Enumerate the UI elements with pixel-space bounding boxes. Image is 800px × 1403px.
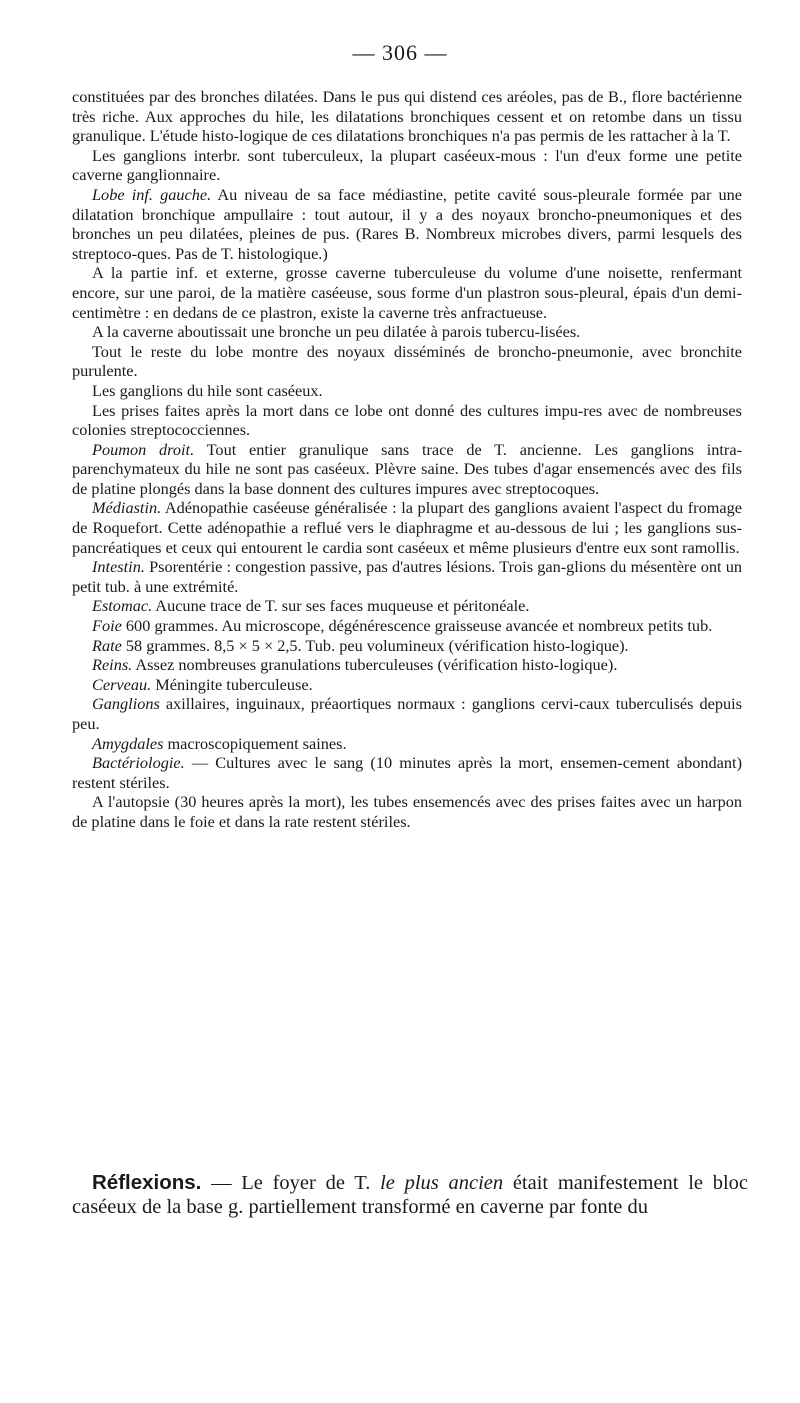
section-heading: Intestin.: [92, 557, 145, 577]
paragraph-text: A la partie inf. et externe, grosse caverne tuberculeuse du volume d'une noisette, renfermant encore, sur une paroi, de la matière caséeuse, sous forme d'un plastron sous-pleural, épais d'un demi-centimètre : en dedans de ce plastron, existe la caverne très anfractueuse.: [72, 263, 742, 322]
paragraph-text: Tout le reste du lobe montre des noyaux disséminés de broncho-pneumonie, avec bronchite purulente.: [72, 341, 742, 381]
paragraph-text: Psorentérie : congestion passive, pas d'autres lésions. Trois gan-glions du mésentère ont un petit tub. à une extrémité.: [72, 557, 742, 596]
paragraph: [72, 694, 742, 733]
section-heading: Estomac.: [92, 596, 153, 616]
paragraph-text: macroscopiquement saines.: [163, 733, 347, 753]
paragraph: [72, 596, 742, 616]
paragraph: [72, 498, 742, 557]
section-heading: Lobe inf. gauche.: [92, 184, 212, 204]
reflexions-text-after: était manifestement le bloc caséeux de la base g. partiellement transformé en caverne par fonte du: [72, 1172, 748, 1218]
section-heading: Poumon droit.: [92, 439, 195, 459]
paragraph: [72, 401, 742, 440]
page-number: — 306 —: [352, 40, 448, 65]
section-heading: Amygdales: [92, 733, 164, 753]
paragraph: [72, 185, 742, 263]
paragraph: [72, 636, 742, 656]
paragraph-text: Les prises faites après la mort dans ce lobe ont donné des cultures impu-res avec de nombreuses colonies streptococciennes.: [72, 400, 742, 440]
paragraph: [72, 792, 742, 831]
paragraph-text: constituées par des bronches dilatées. Dans le pus qui distend ces aréoles, pas de B., flore bactérienne très riche. Aux approches du hile, les dilatations bronchiques cessent et on retombe dans un tissu granulique. L'étude histo-logique de ces dilatations bronchiques n'a pas permis de les rattacher à la T.: [72, 87, 742, 146]
paragraph: [72, 263, 742, 322]
section-heading: Cerveau.: [92, 674, 152, 694]
paragraph: [72, 381, 742, 401]
paragraph-text: Les ganglions du hile sont caséeux.: [92, 380, 323, 400]
reflexions-heading: Réflexions.: [92, 1171, 202, 1194]
paragraph: [72, 616, 742, 636]
paragraph: [72, 675, 742, 695]
section-heading: Médiastin.: [92, 498, 162, 518]
paragraph: [72, 734, 742, 754]
paragraph: [72, 655, 742, 675]
paragraph-text: Les ganglions interbr. sont tuberculeux, la plupart caséeux-mous : l'un d'eux forme une petite caverne ganglionnaire.: [72, 145, 742, 185]
paragraph: [72, 87, 742, 146]
paragraph-text: Tout entier granulique sans trace de T. ancienne. Les ganglions intra-parenchymateux du hile ne sont pas caséeux. Plèvre saine. Des tubes d'agar ensemencés avec des fils de platine plongés dans la base donnent des cultures impures avec streptocoques.: [72, 439, 742, 498]
paragraph-text: Aucune trace de T. sur ses faces muqueuse et péritonéale.: [152, 596, 530, 616]
paragraph: [72, 440, 742, 499]
paragraph: [72, 342, 742, 381]
paragraph: [72, 146, 742, 185]
paragraph-text: A l'autopsie (30 heures après la mort), les tubes ensemencés avec des prises faites avec un harpon de platine dans le foie et dans la rate restent stériles.: [72, 792, 742, 831]
paragraph-text: 58 grammes. 8,5 × 5 × 2,5. Tub. peu volumineux (vérification histo-logique).: [121, 635, 629, 655]
paragraph: [72, 322, 742, 342]
paragraph-text: — Cultures avec le sang (10 minutes après la mort, ensemen-cement abondant) restent stériles.: [72, 753, 742, 792]
paragraph-text: axillaires, inguinaux, préaortiques normaux : ganglions cervi-caux tuberculisés depuis peu.: [72, 694, 742, 733]
paragraph-text: Méningite tuberculeuse.: [151, 674, 313, 694]
paragraph-text: Adénopathie caséeuse généralisée : la plupart des ganglions avaient l'aspect du fromage de Roquefort. Cette adénopathie a reflué vers le diaphragme et au-dessous de lui ; les ganglions sus-pancréatiques et ceux qui entourent le cardia sont caséeux et même plusieurs d'entre eux sont ramollis.: [72, 498, 742, 557]
paragraph: [72, 557, 742, 596]
section-heading: Ganglions: [92, 694, 160, 714]
section-heading: Reins.: [92, 655, 133, 675]
body-text: [72, 87, 742, 832]
section-heading: Bactériologie.: [92, 753, 185, 773]
paragraph-text: Au niveau de sa face médiastine, petite cavité sous-pleurale formée par une dilatation bronchique ampullaire : tout autour, il y a des noyaux broncho-pneumoniques et des bronches un peu dilatées, pleines de pus. (Rares B. Nombreux microbes divers, parmi lesquels des streptoco-ques. Pas de T. histologique.): [72, 184, 743, 263]
paragraph-text: Assez nombreuses granulations tuberculeuses (vérification histo-logique).: [132, 655, 618, 675]
paragraph: [72, 753, 742, 792]
paragraph-text: A la caverne aboutissait une bronche un peu dilatée à parois tubercu-lisées.: [92, 322, 581, 342]
reflexions-paragraph: [72, 1171, 748, 1219]
reflexions-emphasis: le plus ancien: [380, 1172, 504, 1194]
reflexions-text-before: — Le foyer de T.: [201, 1172, 381, 1194]
section-heading: Rate: [92, 635, 122, 655]
paragraph-text: 600 grammes. Au microscope, dégénérescence graisseuse avancée et nombreux petits tub.: [121, 616, 713, 636]
section-heading: Foie: [92, 616, 122, 636]
